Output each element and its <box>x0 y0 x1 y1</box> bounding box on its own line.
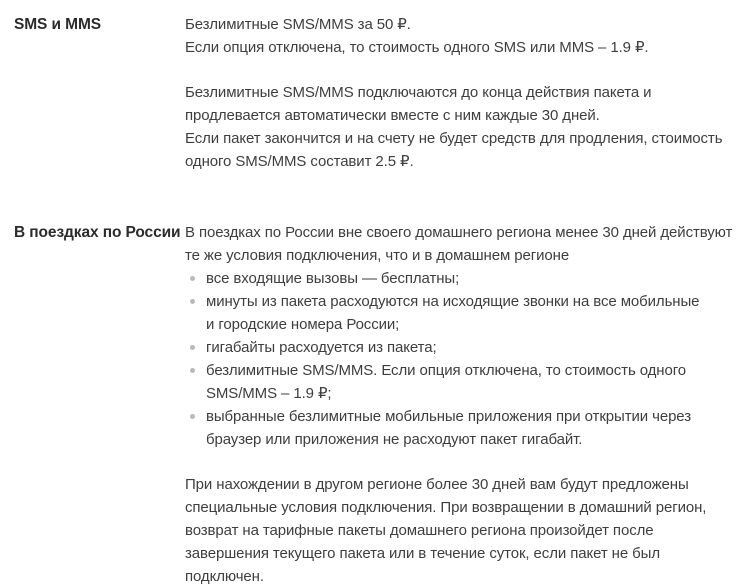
paragraph-line: продлевается автоматически вместе с ним каждые 30 дней. <box>185 107 600 124</box>
paragraph-line: При нахождении в другом регионе более 30 дней вам будут предложены <box>185 476 689 493</box>
bullet-icon <box>190 299 195 304</box>
list-item-line: и городские номера России; <box>206 316 400 333</box>
bullet-icon <box>190 414 195 419</box>
list-item-line: все входящие вызовы — бесплатны; <box>206 270 460 287</box>
paragraph-line: Если опция отключена, то стоимость одного SMS или MMS – 1.9 ₽. <box>185 39 649 56</box>
list-item-line: SMS/MMS – 1.9 ₽; <box>206 385 332 402</box>
paragraph-line: подключен. <box>185 568 264 584</box>
paragraph <box>185 81 741 173</box>
paragraph-line: В поездках по России вне своего домашнего региона менее 30 дней действуют <box>185 224 733 241</box>
list-item <box>185 405 741 451</box>
paragraph-line: те же условия подключения, что и в домашнем регионе <box>185 247 570 264</box>
tariff-sections <box>14 13 741 584</box>
section-label: В поездках по России <box>14 224 181 241</box>
list-item-line: гигабайты расходуется из пакета; <box>206 339 437 356</box>
list-item <box>185 267 741 290</box>
section-content-column <box>185 221 741 584</box>
paragraph <box>185 221 741 267</box>
tariff-section <box>14 221 741 584</box>
section-label-column <box>14 221 185 244</box>
list-item <box>185 336 741 359</box>
section-content-column <box>185 13 741 173</box>
section-label: SMS и MMS <box>14 16 101 33</box>
paragraph <box>185 13 741 59</box>
paragraph-line: завершения текущего пакета или в течение суток, если пакет не был <box>185 545 660 562</box>
section-label-column <box>14 13 185 36</box>
bullet-icon <box>190 345 195 350</box>
list-item-line: выбранные безлимитные мобильные приложения при открытии через <box>206 408 691 425</box>
list-item <box>185 290 741 336</box>
bullet-icon <box>190 368 195 373</box>
list-item-line: браузер или приложения не расходуют пакет гигабайт. <box>206 431 583 448</box>
tariff-section <box>14 13 741 173</box>
list-item-line: минуты из пакета расходуются на исходящие звонки на все мобильные <box>206 293 700 310</box>
paragraph-line: Безлимитные SMS/MMS подключаются до конца действия пакета и <box>185 84 652 101</box>
paragraph <box>185 473 741 584</box>
paragraph-line: Если пакет закончится и на счету не будет средств для продления, стоимость <box>185 130 723 147</box>
list-item <box>185 359 741 405</box>
bullet-list <box>185 267 741 451</box>
paragraph-line: одного SMS/MMS составит 2.5 ₽. <box>185 153 414 170</box>
bullet-icon <box>190 276 195 281</box>
list-item-line: безлимитные SMS/MMS. Если опция отключена, то стоимость одного <box>206 362 686 379</box>
paragraph-line: возврат на тарифные пакеты домашнего региона произойдет после <box>185 522 654 539</box>
paragraph-line: Безлимитные SMS/MMS за 50 ₽. <box>185 16 411 33</box>
paragraph-line: специальные условия подключения. При возвращении в домашний регион, <box>185 499 707 516</box>
